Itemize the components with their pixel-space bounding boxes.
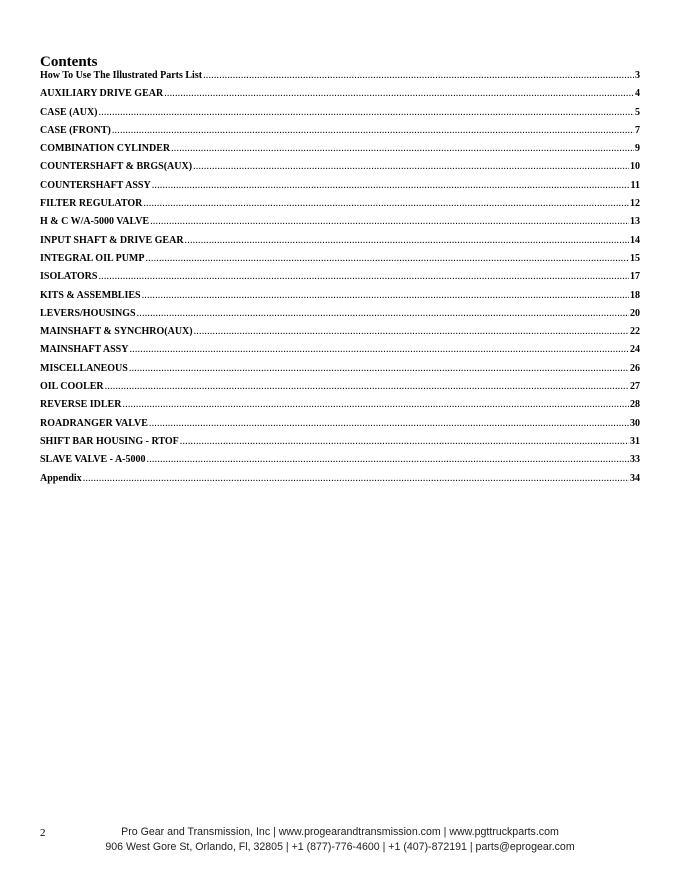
toc-dot-leader bbox=[105, 380, 629, 393]
toc-entry-page: 3 bbox=[635, 70, 640, 81]
toc-dot-leader bbox=[142, 289, 629, 302]
toc-entry[interactable] bbox=[40, 343, 640, 356]
toc-dot-leader bbox=[180, 435, 629, 448]
toc-entry-label: MAINSHAFT ASSY bbox=[40, 344, 129, 356]
toc-entry-label: ISOLATORS bbox=[40, 271, 98, 283]
toc-entry-label: COMBINATION CYLINDER bbox=[40, 143, 171, 155]
toc-entry[interactable] bbox=[40, 472, 640, 485]
toc-entry-page: 20 bbox=[630, 307, 640, 319]
toc-entry-page: 27 bbox=[630, 381, 640, 393]
toc-dot-leader bbox=[129, 362, 629, 375]
toc-entry[interactable] bbox=[40, 197, 640, 210]
toc-entry[interactable] bbox=[40, 435, 640, 448]
toc-entry-label: OIL COOLER bbox=[40, 381, 104, 393]
toc-entry[interactable] bbox=[40, 124, 640, 137]
toc-entry-page: 11 bbox=[630, 179, 640, 191]
toc-entry-label: MAINSHAFT & SYNCHRO(AUX) bbox=[40, 326, 193, 338]
toc-entry[interactable] bbox=[40, 69, 640, 82]
toc-entry-label: MISCELLANEOUS bbox=[40, 362, 128, 374]
toc-entry[interactable] bbox=[40, 179, 640, 192]
toc-dot-leader bbox=[83, 472, 629, 485]
toc-dot-leader bbox=[145, 252, 629, 265]
toc-entry-page: 4 bbox=[635, 88, 640, 100]
toc-entry-label: How To Use The Illustrated Parts List bbox=[40, 70, 203, 81]
toc-entry-page: 13 bbox=[630, 216, 640, 228]
toc-entry-label: INTEGRAL OIL PUMP bbox=[40, 252, 145, 264]
toc-entry-page: 7 bbox=[635, 124, 640, 136]
toc-entry-label: COUNTERSHAFT ASSY bbox=[40, 179, 151, 191]
toc-entry-page: 18 bbox=[630, 289, 640, 301]
toc-dot-leader bbox=[129, 343, 629, 356]
toc-entry-page: 9 bbox=[635, 143, 640, 155]
toc-entry-label: COUNTERSHAFT & BRGS(AUX) bbox=[40, 161, 193, 173]
toc-entry-label: AUXILIARY DRIVE GEAR bbox=[40, 88, 164, 100]
toc-entry[interactable] bbox=[40, 307, 640, 320]
toc-entry-label: SHIFT BAR HOUSING - RTOF bbox=[40, 435, 179, 447]
toc-dot-leader bbox=[98, 270, 629, 283]
toc-entry-label: CASE (FRONT) bbox=[40, 124, 111, 136]
toc-dot-leader bbox=[185, 234, 629, 247]
toc-entry[interactable] bbox=[40, 270, 640, 283]
toc-entry[interactable] bbox=[40, 215, 640, 228]
toc-entry[interactable] bbox=[40, 398, 640, 411]
toc-entry[interactable] bbox=[40, 87, 640, 100]
toc-entry[interactable] bbox=[40, 234, 640, 247]
toc-entry[interactable] bbox=[40, 380, 640, 393]
toc-dot-leader bbox=[143, 197, 629, 210]
toc-entry-page: 10 bbox=[630, 161, 640, 173]
toc-dot-leader bbox=[99, 106, 635, 119]
toc-entry-page: 26 bbox=[630, 362, 640, 374]
toc-entry-page: 30 bbox=[630, 417, 640, 429]
toc-entry-page: 15 bbox=[630, 252, 640, 264]
toc-entry[interactable] bbox=[40, 417, 640, 430]
toc-entry-page: 24 bbox=[630, 344, 640, 356]
toc-entry-label: ROADRANGER VALVE bbox=[40, 417, 148, 429]
toc-entry-label: KITS & ASSEMBLIES bbox=[40, 289, 141, 301]
page-title: Contents bbox=[40, 54, 98, 70]
toc-entry[interactable] bbox=[40, 160, 640, 173]
toc-dot-leader bbox=[147, 453, 629, 466]
toc-entry[interactable] bbox=[40, 453, 640, 466]
toc-dot-leader bbox=[193, 160, 629, 173]
toc-entry-label: LEVERS/HOUSINGS bbox=[40, 307, 136, 319]
toc-entry[interactable] bbox=[40, 252, 640, 265]
toc-entry-label: INPUT SHAFT & DRIVE GEAR bbox=[40, 234, 184, 246]
toc-entry-label: CASE (AUX) bbox=[40, 106, 98, 118]
toc-entry-page: 34 bbox=[630, 472, 640, 484]
toc-entry-page: 17 bbox=[630, 271, 640, 283]
toc-entry-page: 5 bbox=[635, 106, 640, 118]
toc-entry[interactable] bbox=[40, 142, 640, 155]
toc-entry-page: 33 bbox=[630, 454, 640, 466]
toc-entry[interactable] bbox=[40, 325, 640, 338]
toc-entry[interactable] bbox=[40, 289, 640, 302]
footer-company-line: Pro Gear and Transmission, Inc | www.progearandtransmission.com | www.pgttruckparts.com bbox=[121, 826, 559, 838]
toc-entry-label: REVERSE IDLER bbox=[40, 399, 122, 411]
toc-entry-page: 14 bbox=[630, 234, 640, 246]
toc-entry-label: SLAVE VALVE - A-5000 bbox=[40, 454, 146, 466]
toc-entry-page: 31 bbox=[630, 435, 640, 447]
toc-dot-leader bbox=[203, 69, 634, 82]
toc-dot-leader bbox=[122, 398, 629, 411]
toc-dot-leader bbox=[194, 325, 629, 338]
toc-entry-page: 28 bbox=[630, 399, 640, 411]
footer-address-line: 906 West Gore St, Orlando, Fl, 32805 | +1 (877)-776-4600 | +1 (407)-872191 | parts@eprogear.com bbox=[105, 841, 575, 853]
page-number: 2 bbox=[40, 827, 46, 839]
toc-dot-leader bbox=[112, 124, 634, 137]
toc-dot-leader bbox=[171, 142, 634, 155]
toc-entry-label: H & C W/A-5000 VALVE bbox=[40, 216, 150, 228]
toc-dot-leader bbox=[164, 87, 634, 100]
toc-entry[interactable] bbox=[40, 106, 640, 119]
table-of-contents bbox=[40, 69, 640, 485]
toc-dot-leader bbox=[150, 215, 629, 228]
toc-entry[interactable] bbox=[40, 362, 640, 375]
toc-entry-label: Appendix bbox=[40, 472, 82, 484]
toc-entry-page: 12 bbox=[630, 198, 640, 210]
toc-dot-leader bbox=[152, 179, 630, 192]
toc-entry-label: FILTER REGULATOR bbox=[40, 198, 143, 210]
toc-entry-page: 22 bbox=[630, 326, 640, 338]
toc-dot-leader bbox=[149, 417, 629, 430]
toc-dot-leader bbox=[137, 307, 629, 320]
